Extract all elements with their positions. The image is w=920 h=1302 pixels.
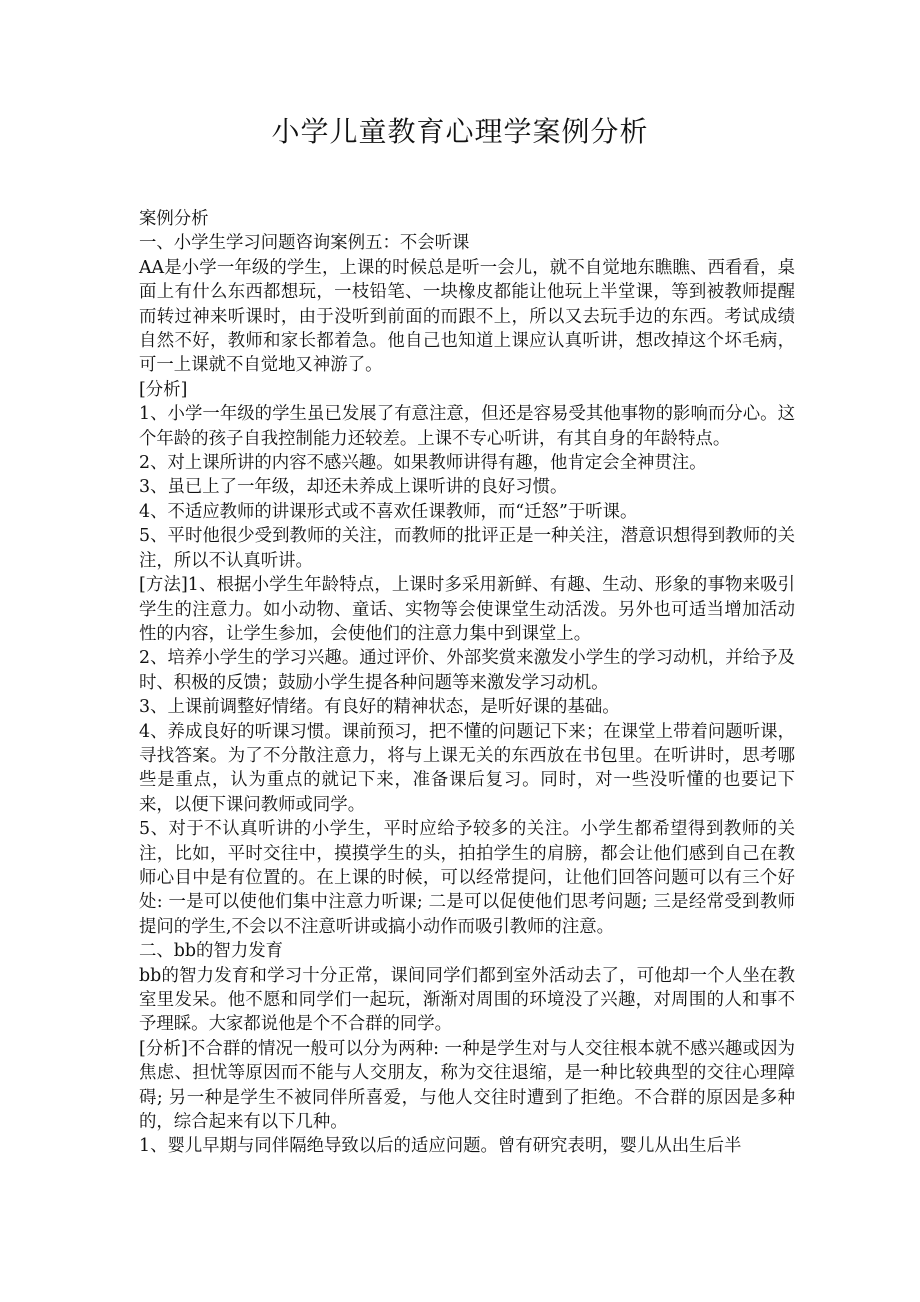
paragraph-analysis-3: 3、虽已上了一年级，却还未养成上课听讲的良好习惯。: [139, 477, 568, 498]
document-body: [139, 207, 795, 1159]
paragraph-analysis-5: 5、平时他很少受到教师的关注，而教师的批评正是一种关注，潜意识想得到教师的关注，所以不认真听讲。: [139, 526, 795, 571]
paragraph-case-two-analysis: [分析]不合群的情况一般可以分为两种: 一种是学生对与人交往根本就不感兴趣或因为焦虑、担忧等原因而不能与人交朋友，称为交往退缩，是一种比较典型的交往心理障碍; 另一种是学生不被同伴所喜爱，与他人交往时遭到了拒绝。不合群的原因是多种的，综合起来有以下几种。: [139, 1038, 795, 1133]
paragraph-method-5: 5、对于不认真听讲的小学生，平时应给予较多的关注。小学生都希望得到教师的关注，比如，平时交往中，摸摸学生的头，拍拍学生的肩膀，都会让他们感到自己在教师心目中是有位置的。在上课的时候，可以经常提问，让他们回答问题可以有三个好处: 一是可以使他们集中注意力听课; 二是可以促使他们思考问题; 三是经常受到教师提问的学生,不会以不注意听讲或搞小动作而吸引教师的注意。: [139, 819, 795, 937]
paragraph-analysis-2: 2、对上课所讲的内容不感兴趣。如果教师讲得有趣，他肯定会全神贯注。: [139, 453, 707, 474]
paragraph-analysis-4: 4、不适应教师的讲课形式或不喜欢任课教师，而“迁怒”于听课。: [139, 501, 638, 522]
paragraph-method-3: 3、上课前调整好情绪。有良好的精神状态，是听好课的基础。: [139, 697, 620, 718]
paragraph-method-2: 2、培养小学生的学习兴趣。通过评价、外部奖赏来激发小学生的学习动机，并给予及时、积极的反馈；鼓励小学生提各种问题等来激发学习动机。: [139, 648, 795, 693]
paragraph-case-description: AA是小学一年级的学生，上课的时候总是听一会儿，就不自觉地东瞧瞧、西看看，桌面上有什么东西都想玩，一枝铅笔、一块橡皮都能让他玩上半堂课，等到被教师提醒而转过神来听课时，由于没听到前面的而跟不上，所以又去玩手边的东西。考试成绩自然不好，教师和家长都着急。他自己也知道上课应认真听讲，想改掉这个坏毛病，可一上课就不自觉地又神游了。: [139, 257, 795, 376]
paragraph-section-two-heading: 二、bb的智力发育: [139, 941, 283, 962]
document-title: 小学儿童教育心理学案例分析: [271, 115, 649, 148]
paragraph-method-4: 4、养成良好的听课习惯。课前预习，把不懂的问题记下来；在课堂上带着问题听课，寻找答案。为了不分散注意力，将与上课无关的东西放在书包里。在听讲时，思考哪些是重点，认为重点的就记下来，准备课后复习。同时，对一些没听懂的也要记下来，以便下课问教师或同学。: [139, 721, 795, 815]
paragraph-analysis-1: 1、小学一年级的学生虽已发展了有意注意，但还是容易受其他事物的影响而分心。这个年龄的孩子自我控制能力还较差。上课不专心听讲，有其自身的年龄特点。: [139, 404, 795, 449]
paragraph-heading-case-analysis: 案例分析: [139, 209, 209, 229]
paragraph-case-two-point-1: 1、婴儿早期与同伴隔绝导致以后的适应问题。曾有研究表明，婴儿从出生后半: [139, 1136, 742, 1157]
paragraph-analysis-label: [分析]: [139, 379, 188, 400]
paragraph-case-two-description: bb的智力发育和学习十分正常，课间同学们都到室外活动去了，可他却一个人坐在教室里发呆。他不愿和同学们一起玩，渐渐对周围的环境没了兴趣，对周围的人和事不予理睬。大家都说他是个不合群的同学。: [139, 965, 795, 1035]
paragraph-method-1: [方法]1、根据小学生年龄特点，上课时多采用新鲜、有趣、生动、形象的事物来吸引学生的注意力。如小动物、童话、实物等会使课堂生动活泼。另外也可适当增加活动性的内容，让学生参加，会使他们的注意力集中到课堂上。: [139, 575, 795, 644]
paragraph-section-one-heading: 一、小学生学习问题咨询案例五：不会听课: [139, 233, 470, 254]
